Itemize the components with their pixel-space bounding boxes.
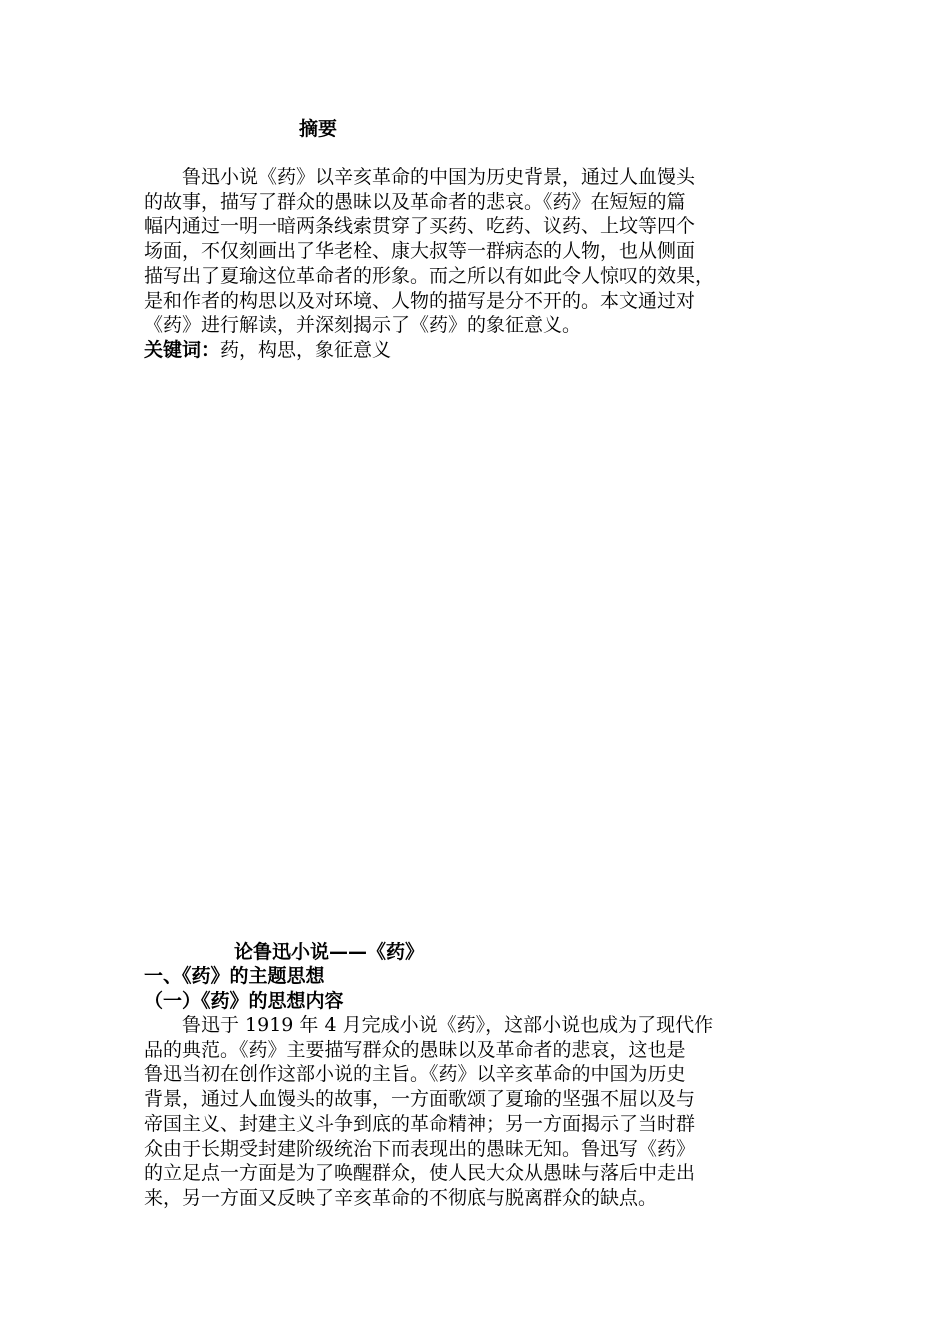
- body-line: 鲁迅当初在创作这部小说的主旨。《药》以辛亥革命的中国为历史: [144, 1063, 686, 1086]
- body-paragraph: [144, 1013, 808, 1211]
- abstract-line: 场面，不仅刻画出了华老栓、康大叔等一群病态的人物，也从侧面: [144, 240, 696, 263]
- body-line: 的立足点一方面是为了唤醒群众，使人民大众从愚昧与落后中走出: [144, 1162, 696, 1185]
- article-title: 论鲁迅小说——《药》: [234, 941, 425, 963]
- body-line: 鲁迅于 1919 年 4 月完成小说《药》，这部小说也成为了现代作: [182, 1014, 714, 1036]
- abstract-title: 摘要: [299, 118, 338, 140]
- section-heading: 一、《药》的主题思想: [144, 965, 325, 987]
- keywords-line: [144, 338, 808, 363]
- abstract-line: 《药》进行解读，并深刻揭示了《药》的象征意义。: [144, 314, 582, 337]
- abstract-paragraph: [144, 165, 808, 363]
- body-line: 众由于长期受封建阶级统治下而表现出的愚昧无知。鲁迅写《药》: [144, 1137, 696, 1160]
- keywords-value: 药，构思，象征意义: [220, 338, 392, 361]
- body-line: 品的典范。《药》主要描写群众的愚昧以及革命者的悲哀，这也是: [144, 1038, 686, 1061]
- abstract-line: 幅内通过一明一暗两条线索贯穿了买药、吃药、议药、上坟等四个: [144, 215, 696, 238]
- abstract-line: 鲁迅小说《药》以辛亥革命的中国为历史背景，通过人血馒头: [182, 166, 696, 188]
- abstract-line: 的故事，描写了群众的愚昧以及革命者的悲哀。《药》在短短的篇: [144, 190, 686, 213]
- body-line: 帝国主义、封建主义斗争到底的革命精神；另一方面揭示了当时群: [144, 1112, 696, 1135]
- keywords-label: 关键词：: [144, 338, 221, 361]
- body-line: 背景，通过人血馒头的故事，一方面歌颂了夏瑜的坚强不屈以及与: [144, 1088, 696, 1111]
- subsection-heading: （一）《药》的思想内容: [144, 990, 344, 1012]
- abstract-line: 是和作者的构思以及对环境、人物的描写是分不开的。本文通过对: [144, 289, 696, 312]
- body-line: 来，另一方面又反映了辛亥革命的不彻底与脱离群众的缺点。: [144, 1186, 658, 1209]
- abstract-line: 描写出了夏瑜这位革命者的形象。而之所以有如此令人惊叹的效果，: [144, 264, 715, 287]
